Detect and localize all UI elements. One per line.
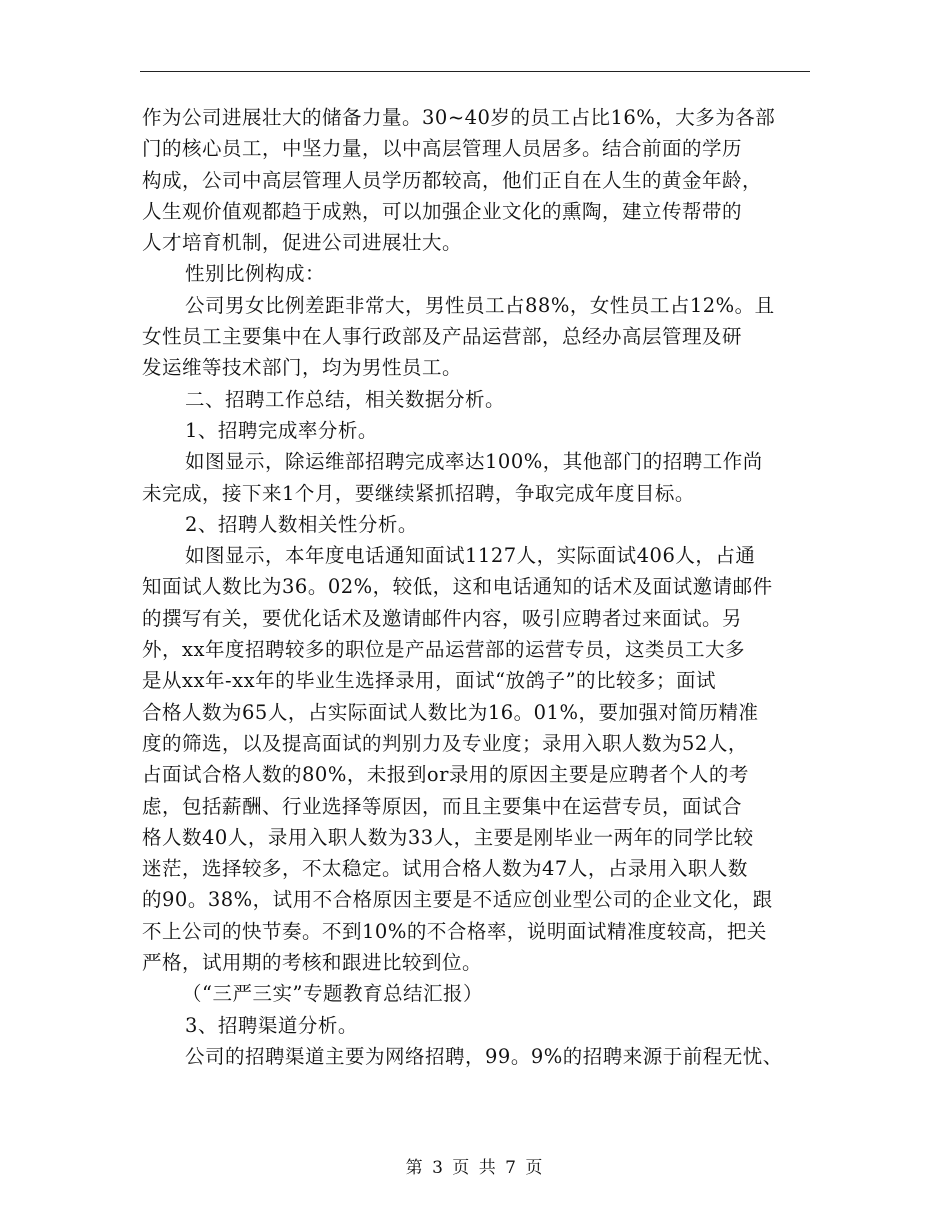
paragraph-headcount-correlation: 如图显示，本年度电话通知面试1127人，实际面试406人，占通 知面试人数比为36。02%，较低，这和电话通知的话术及面试邀请邮件 的撰写有关，要优化话术及邀请邮件内容，吸引应聘者过来面试。另 外，xx年度招聘较多的职位是产品运营部的运营专员，这类员工大多 是从xx年-xx年的毕业生选择录用，面试“放鸽子”的比较多；面试 合格人数为65人，占实际面试人数比为16。01%，要加强对简历精准 度的筛选，以及提高面试的判别力及专业度；录用入职人数为52人， 占面试合格人数的80%，未报到or录用的原因主要是应聘者个人的考 虑，包括薪酬、行业选择等原因，而且主要集中在运营专员，面试合 格人数40人，录用入职人数为33人，主要是刚毕业一两年的同学比较 迷茫，选择较多，不太稳定。试用合格人数为47人，占录用入职人数 的90。38%，试用不合格原因主要是不适应创业型公司的企业文化，跟 不上公司的快节奏。不到10%的不合格率，说明面试精准度较高，把关 严格，试用期的考核和跟进比较到位。 xyxy=(142,544,773,975)
section-heading-recruitment-summary: 二、招聘工作总结，相关数据分析。 xyxy=(185,387,506,411)
page-number-footer: 第 3 页 共 7 页 xyxy=(405,1158,545,1178)
paragraph-completion-rate: 如图显示，除运维部招聘完成率达100%，其他部门的招聘工作尚 未完成，接下来1个月，要继续紧抓招聘，争取完成年度目标。 xyxy=(142,450,763,505)
paragraph-age-analysis: 作为公司进展壮大的储备力量。30~40岁的员工占比16%，大多为各部 门的核心员工，中坚力量，以中高层管理人员居多。结合前面的学历 构成，公司中高层管理人员学历都较高，他们正自在人生的黄金年龄， 人生观价值观都趋于成熟，可以加强企业文化的熏陶，建立传帮带的 人才培育机制，促进公司进展壮大。 xyxy=(142,106,776,255)
paragraph-gender-ratio: 公司男女比例差距非常大，男性员工占88%，女性员工占12%。且 女性员工主要集中在人事行政部及产品运营部，总经办高层管理及研 发运维等技术部门，均为男性员工。 xyxy=(142,293,775,380)
heading-gender-ratio: 性别比例构成： xyxy=(185,262,326,286)
subheading-headcount-correlation: 2、招聘人数相关性分析。 xyxy=(185,512,418,536)
document-body xyxy=(142,102,814,1072)
header-rule xyxy=(140,71,810,72)
paragraph-recruitment-channels: 公司的招聘渠道主要为网络招聘，99。9%的招聘来源于前程无忧、 xyxy=(185,1044,783,1068)
caption-note: （“三严三实”专题教育总结汇报） xyxy=(182,982,483,1006)
subheading-completion-rate: 1、招聘完成率分析。 xyxy=(185,418,378,442)
subheading-recruitment-channels: 3、招聘渠道分析。 xyxy=(185,1013,358,1037)
